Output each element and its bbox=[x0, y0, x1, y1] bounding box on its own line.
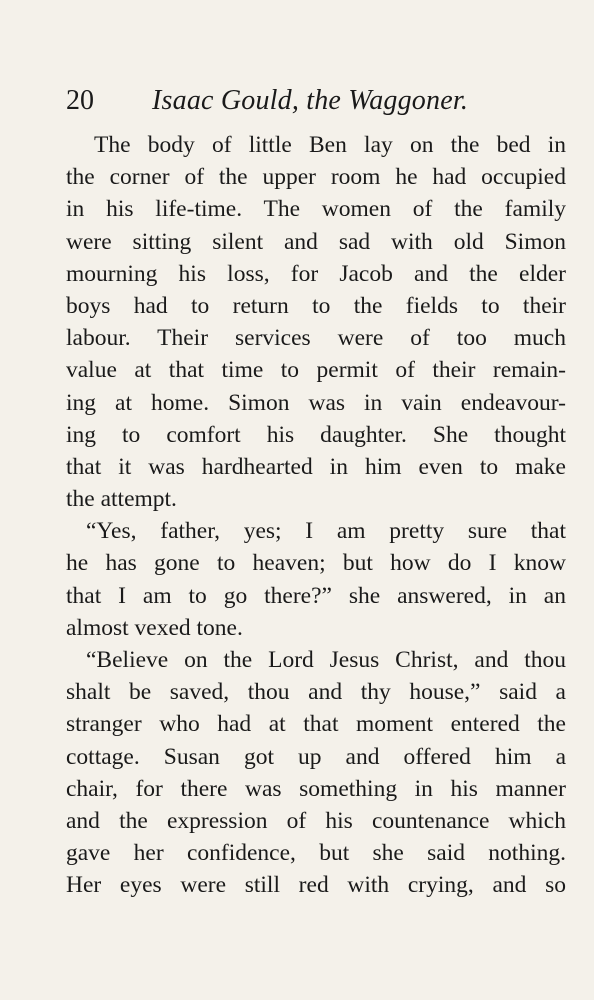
text-line: ing to comfort his daughter. She thought bbox=[66, 421, 566, 448]
text-line: the corner of the upper room he had occupied bbox=[66, 164, 566, 191]
text-line: and the expression of his countenance which bbox=[66, 807, 566, 834]
text-line: ing at home. Simon was in vain endeavour- bbox=[66, 389, 566, 416]
text-line: gave her confidence, but she said nothing. bbox=[66, 840, 566, 867]
text-line: in his life-time. The women of the family bbox=[66, 196, 566, 223]
text-line: that I am to go there?” she answered, in an bbox=[66, 582, 566, 609]
text-line: cottage. Susan got up and offered him a bbox=[66, 743, 566, 770]
paragraph bbox=[66, 644, 566, 902]
text-line: Her eyes were still red with crying, and so bbox=[66, 872, 566, 899]
text-line: were sitting silent and sad with old Simon bbox=[66, 228, 566, 255]
text-line: shalt be saved, thou and thy house,” said a bbox=[66, 679, 566, 706]
text-line: “Yes, father, yes; I am pretty sure that bbox=[86, 518, 566, 545]
page-header bbox=[66, 84, 496, 118]
paragraph bbox=[66, 129, 566, 515]
body-text bbox=[66, 129, 566, 902]
text-line: stranger who had at that moment entered the bbox=[66, 711, 566, 738]
text-line: chair, for there was something in his manner bbox=[66, 775, 566, 802]
running-title: Isaac Gould, the Waggoner. bbox=[152, 85, 469, 116]
paragraph bbox=[66, 515, 566, 644]
text-line: boys had to return to the fields to their bbox=[66, 292, 566, 319]
text-line: The body of little Ben lay on the bed in bbox=[94, 132, 566, 158]
text-line: almost vexed tone. bbox=[66, 614, 243, 641]
text-line: labour. Their services were of too much bbox=[66, 325, 566, 352]
text-line: the attempt. bbox=[66, 486, 177, 513]
page-number: 20 bbox=[66, 85, 94, 116]
text-line: “Believe on the Lord Jesus Christ, and thou bbox=[86, 647, 566, 673]
text-line: value at that time to permit of their remain- bbox=[66, 357, 566, 384]
text-line: he has gone to heaven; but how do I know bbox=[66, 550, 566, 577]
text-line: that it was hardhearted in him even to make bbox=[66, 453, 566, 480]
text-line: mourning his loss, for Jacob and the elder bbox=[66, 260, 566, 287]
